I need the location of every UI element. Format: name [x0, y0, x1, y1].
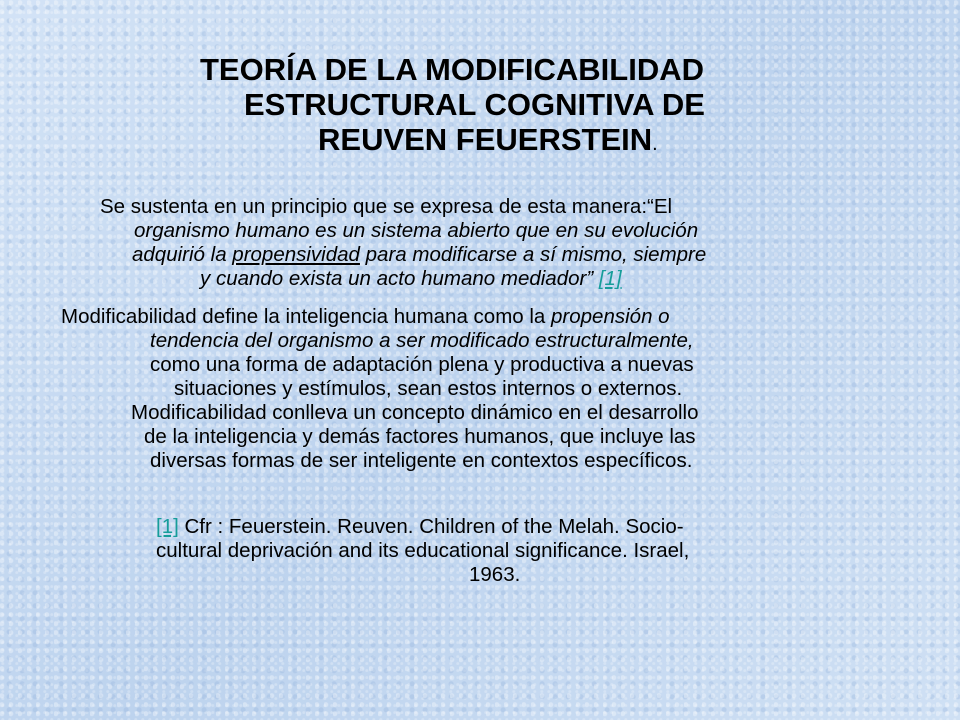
definition-line-7: diversas formas de ser inteligente en contextos específicos. — [150, 449, 693, 472]
definition-paragraph — [61, 305, 699, 473]
principle-quote-2: organismo humano es un sistema abierto que en su evolución — [134, 219, 699, 242]
title-line-1: TEORÍA DE LA MODIFICABILIDAD — [200, 52, 705, 87]
title-line-3-text: REUVEN FEUERSTEIN — [318, 122, 653, 157]
footnote — [156, 515, 689, 587]
principle-line-2 — [100, 219, 706, 243]
principle-line-3 — [100, 243, 706, 267]
footnote-line-2: cultural deprivación and its educational significance. Israel, — [156, 539, 690, 562]
footnote-line-1 — [156, 515, 689, 539]
principle-quote-4: y cuando exista un acto humano mediador” — [200, 267, 599, 290]
footnote-back-link[interactable]: [1] — [156, 515, 179, 538]
title-line-2: ESTRUCTURAL COGNITIVA DE — [244, 87, 705, 122]
principle-intro: Se sustenta en un principio que se expresa de esta manera:“El — [100, 195, 673, 218]
footnote-text-1: Cfr : Feuerstein. Reuven. Children of the Melah. Socio- — [178, 515, 684, 538]
title-trailing-period: . — [652, 133, 658, 155]
definition-line-4: situaciones y estímulos, sean estos internos o externos. — [174, 377, 683, 400]
propensividad-term: propensividad — [232, 243, 360, 266]
definition-line-1 — [61, 305, 699, 329]
slide-title — [200, 52, 840, 162]
title-line-3 — [200, 122, 840, 162]
definition-line-2 — [61, 329, 699, 353]
definition-emphasis-2: tendencia del organismo a ser modificado estructuralmente, — [150, 329, 694, 352]
definition-text-1: Modificabilidad define la inteligencia humana como la — [61, 305, 552, 328]
definition-emphasis-1: propensión o — [551, 305, 670, 328]
principle-line-1 — [100, 195, 706, 219]
footnote-line-3: 1963. — [469, 563, 521, 586]
principle-quote-3a: adquirió la — [132, 243, 233, 266]
definition-line-5: Modificabilidad conlleva un concepto dinámico en el desarrollo — [131, 401, 699, 424]
definition-line-3: como una forma de adaptación plena y productiva a nuevas — [150, 353, 694, 376]
footnote-ref-link[interactable]: [1] — [598, 267, 622, 290]
principle-paragraph — [100, 195, 706, 291]
definition-line-6: de la inteligencia y demás factores humanos, que incluye las — [144, 425, 696, 448]
principle-line-4 — [100, 267, 706, 291]
principle-quote-3b: para modificarse a sí mismo, siempre — [359, 243, 707, 266]
